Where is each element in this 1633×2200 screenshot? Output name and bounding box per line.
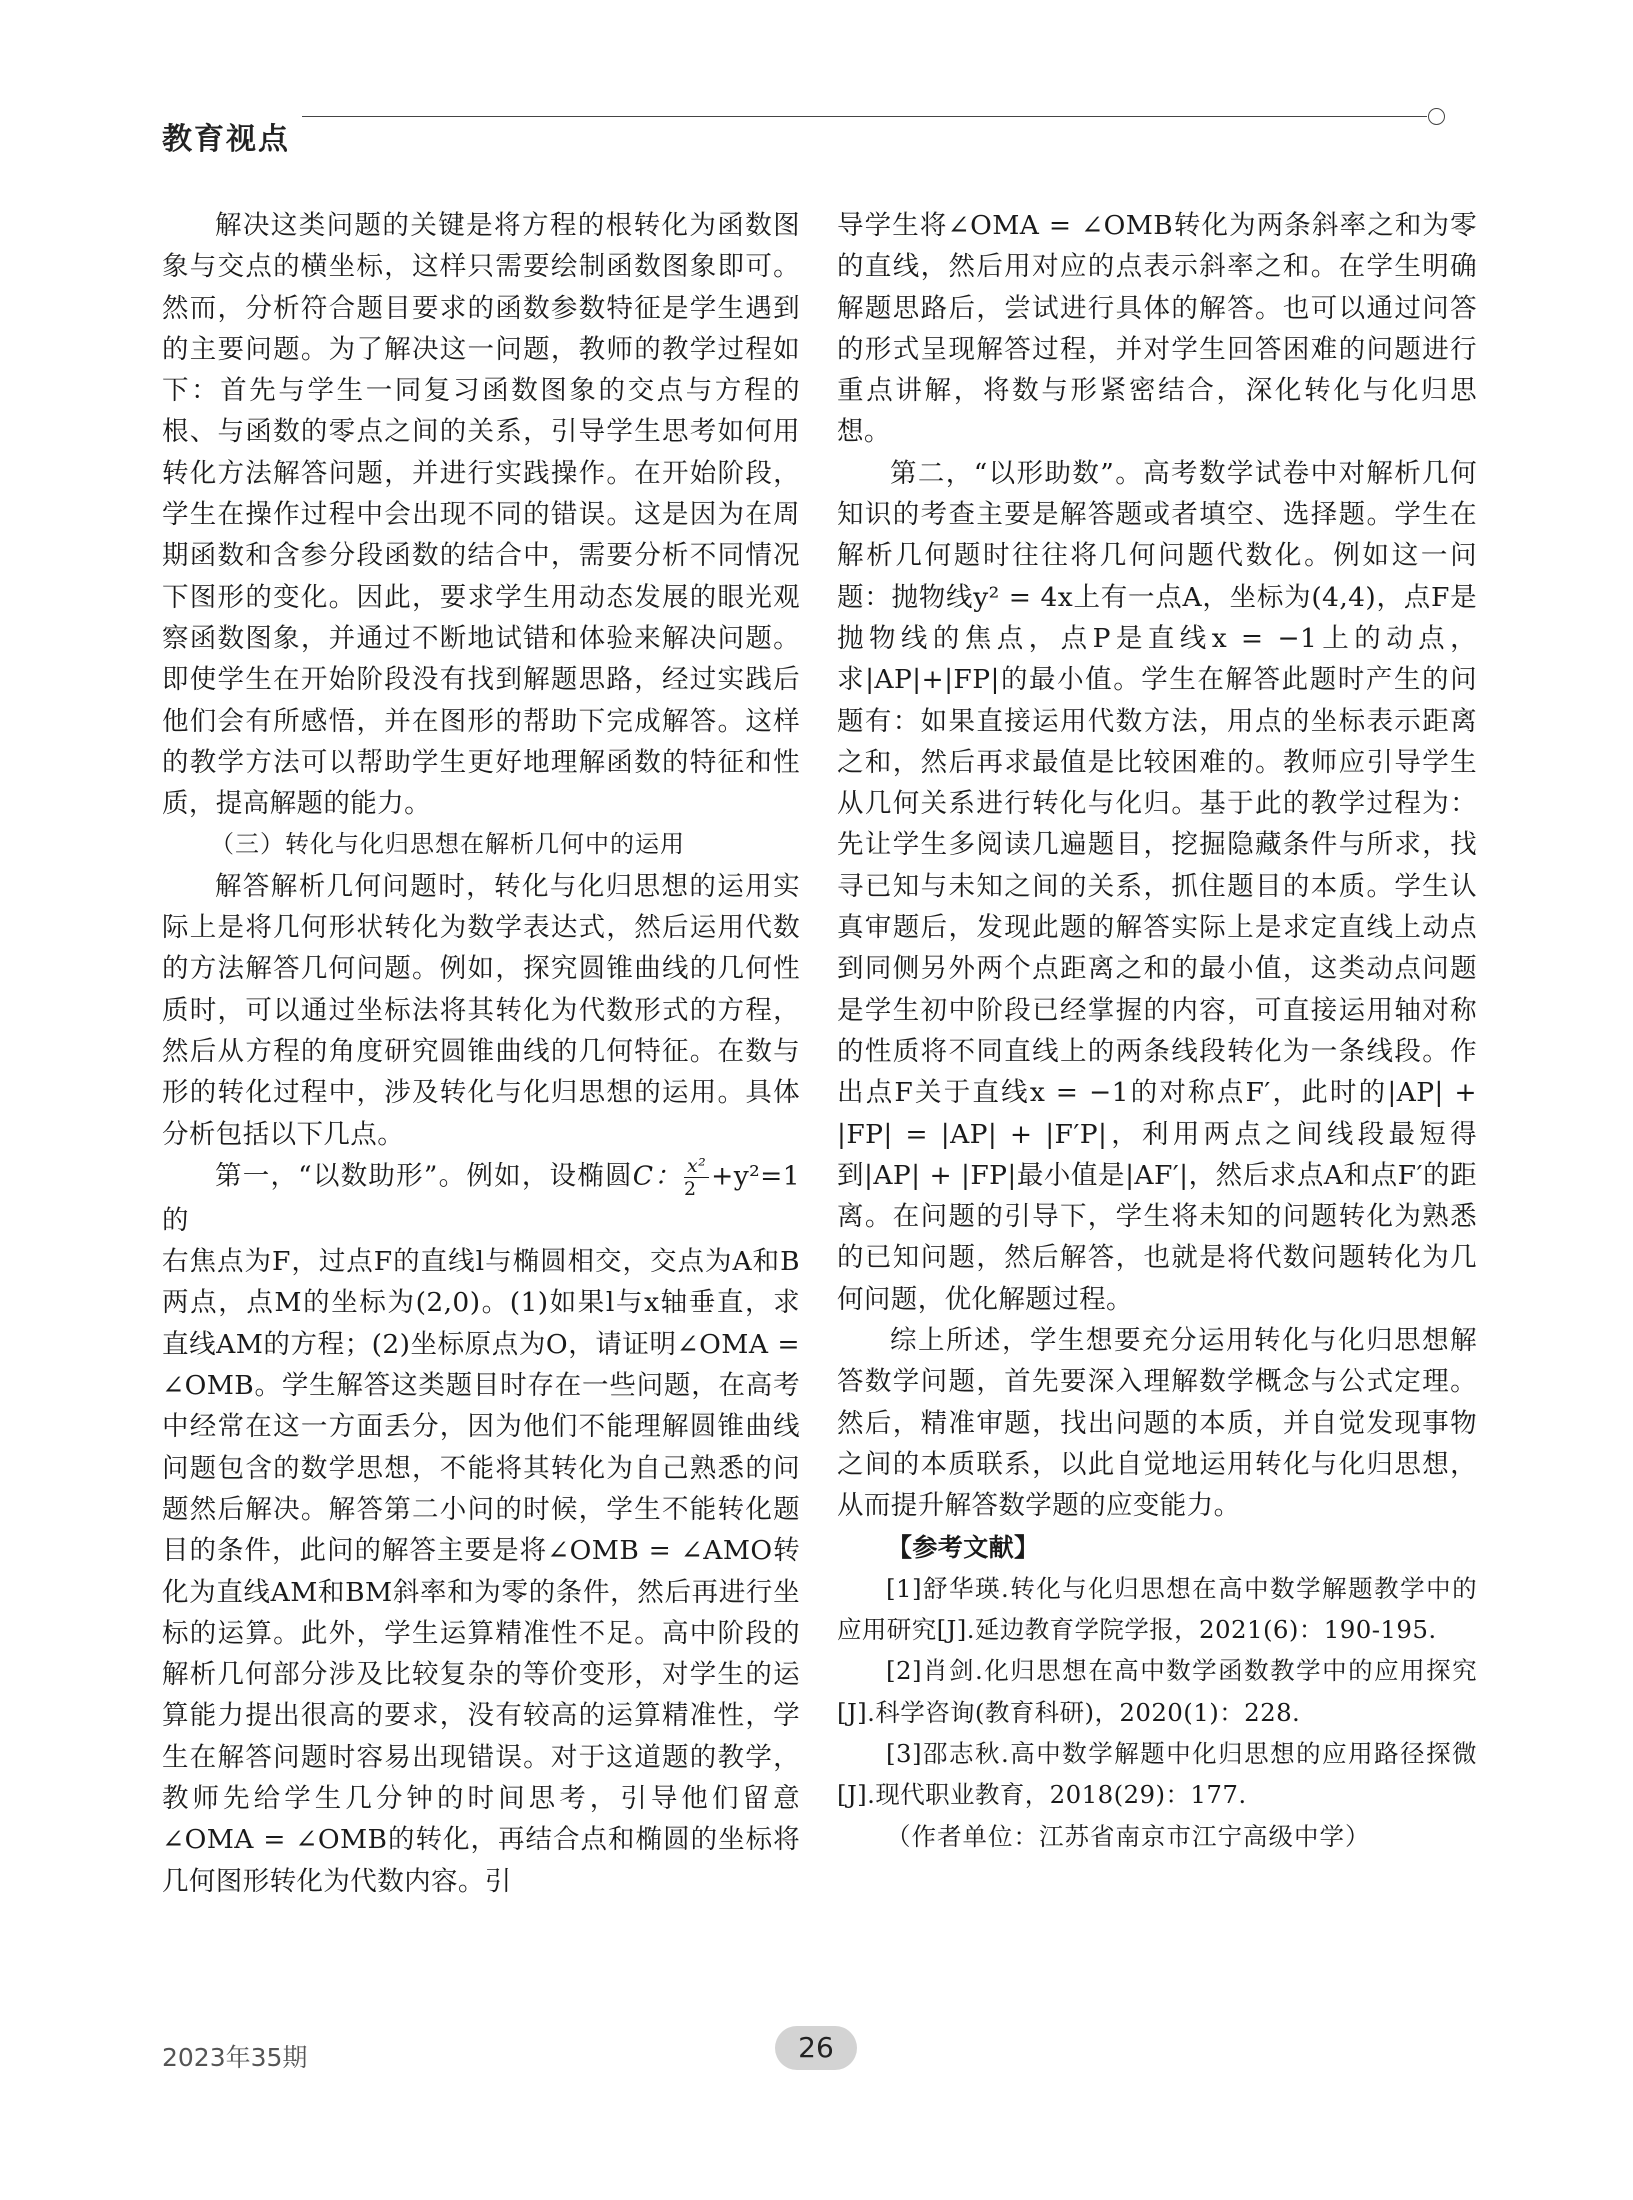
paragraph: 综上所述，学生想要充分运用转化与化归思想解答数学问题，首先要深入理解数学概念与公式定理。然后，精准审题，找出问题的本质，并自觉发现事物之间的本质联系，以此自觉地运用转化与化归思想，从而提升解答数学题的应变能力。 — [837, 1325, 1477, 1522]
page-header — [162, 108, 1472, 158]
formula-lead-text: 第一，“以数助形”。例如，设椭圆 — [215, 1160, 633, 1192]
section-title: 教育视点 — [162, 122, 290, 157]
fraction-numerator: x² — [684, 1155, 709, 1178]
fraction-denominator: 2 — [683, 1177, 697, 1200]
reference-item: [2]肖剑.化归思想在高中数学函数教学中的应用探究[J].科学咨询(教育科研)，2020(1)：228. — [837, 1656, 1477, 1727]
paragraph: 导学生将∠OMA = ∠OMB转化为两条斜率之和为零的直线，然后用对应的点表示斜率之和。在学生明确解题思路后，尝试进行具体的解答。也可以通过问答的形式呈现解答过程，并对学生回答困难的问题进行重点讲解，将数与形紧密结合，深化转化与化归思想。 — [837, 210, 1477, 448]
formula-tail-text: +y²=1的 — [162, 1160, 800, 1236]
paragraph: 第二，“以形助数”。高考数学试卷中对解析几何知识的考查主要是解答题或者填空、选择题。学生在解析几何题时往往将几何问题代数化。例如这一问题：抛物线y² = 4x上有一点A，坐标为(4,4)，点F是抛物线的焦点，点P是直线x = −1上的动点，求|AP|+|FP|的最小值。学生在解答此题时产生的问题有：如果直接运用代数方法，用点的坐标表示距离之和，然后再求最值是比较困难的。教师应引导学生从几何关系进行转化与化归。基于此的教学过程为：先让学生多阅读几遍题目，挖掘隐藏条件与所求，找寻已知与未知之间的关系，抓住题目的本质。学生认真审题后，发现此题的解答实际上是求定直线上动点到同侧另外两个点距离之和的最小值，这类动点问题是学生初中阶段已经掌握的内容，可直接运用轴对称的性质将不同直线上的两条线段转化为一条线段。作出点F关于直线x = −1的对称点F′，此时的|AP| + |FP| = |AP| + |F′P|，利用两点之间线段最短得到|AP| + |FP|最小值是|AF′|，然后求点A和点F′的距离。在问题的引导下，学生将未知的问题转化为熟悉的已知问题，然后解答，也就是将代数问题转化为几何问题，优化解题过程。 — [837, 457, 1477, 1315]
paragraph-with-formula — [162, 1155, 800, 1241]
page-number-badge — [775, 2026, 857, 2070]
paragraph: 解答解析几何问题时，转化与化归思想的运用实际上是将几何形状转化为数学表达式，然后运用代数的方法解答几何问题。例如，探究圆锥曲线的几何性质时，可以通过坐标法将其转化为代数形式的方程，然后从方程的角度研究圆锥曲线的几何特征。在数与形的转化过程中，涉及转化与化归思想的运用。具体分析包括以下几点。 — [162, 870, 800, 1150]
paragraph: 右焦点为F，过点F的直线l与椭圆相交，交点为A和B两点，点M的坐标为(2,0)。(1)如果l与x轴垂直，求直线AM的方程；(2)坐标原点为O，请证明∠OMA = ∠OMB。学生解答这类题目时存在一些问题，在高考中经常在这一方面丢分，因为他们不能理解圆锥曲线问题包含的数学思想，不能将其转化为自己熟悉的问题然后解决。解答第二小问的时候，学生不能转化题目的条件，此问的解答主要是将∠OMB = ∠AMO转化为直线AM和BM斜率和为零的条件，然后再进行坐标的运算。此外，学生运算精准性不足。高中阶段的解析几何部分涉及比较复杂的等价变形，对学生的运算能力提出很高的要求，没有较高的运算精准性，学生在解答问题时容易出现错误。对于这道题的教学，教师先给学生几分钟的时间思考，引导他们留意∠OMA = ∠OMB的转化，再结合点和椭圆的坐标将几何图形转化为代数内容。引 — [162, 1246, 800, 1897]
page-number: 26 — [798, 2031, 834, 2064]
issue-label: 2023年35期 — [162, 2043, 308, 2072]
author-affiliation: （作者单位：江苏省南京市江宁高级中学） — [886, 1821, 1371, 1851]
header-circle-ornament — [1428, 108, 1445, 125]
reference-item: [3]邵志秋.高中数学解题中化归思想的应用路径探微[J].现代职业教育，2018(29)：177. — [837, 1738, 1477, 1810]
reference-item: [1]舒华瑛.转化与化归思想在高中数学解题教学中的应用研究[J].延边教育学院学报，2021(6)：190-195. — [837, 1573, 1477, 1645]
ellipse-label: C： — [632, 1160, 682, 1192]
fraction — [684, 1155, 709, 1200]
right-column — [837, 205, 1477, 1857]
references-heading: 【参考文献】 — [887, 1532, 1040, 1562]
left-column — [162, 205, 800, 1902]
header-rule — [302, 116, 1427, 117]
subsection-heading: （三）转化与化归思想在解析几何中的运用 — [210, 830, 685, 859]
paragraph: 解决这类问题的关键是将方程的根转化为函数图象与交点的横坐标，这样只需要绘制函数图象即可。然而，分析符合题目要求的函数参数特征是学生遇到的主要问题。为了解决这一问题，教师的教学过程如下：首先与学生一同复习函数图象的交点与方程的根、与函数的零点之间的关系，引导学生思考如何用转化方法解答问题，并进行实践操作。在开始阶段，学生在操作过程中会出现不同的错误。这是因为在周期函数和含参分段函数的结合中，需要分析不同情况下图形的变化。因此，要求学生用动态发展的眼光观察函数图象，并通过不断地试错和体验来解决问题。即使学生在开始阶段没有找到解题思路，经过实践后他们会有所感悟，并在图形的帮助下完成解答。这样的教学方法可以帮助学生更好地理解函数的特征和性质，提高解题的能力。 — [162, 210, 800, 820]
